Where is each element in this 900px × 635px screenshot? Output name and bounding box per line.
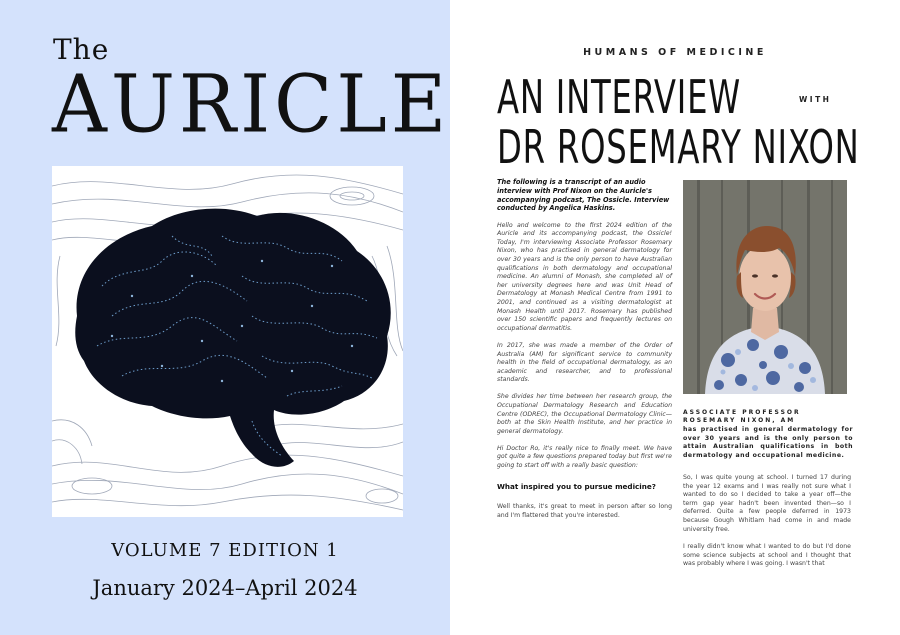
- headline-line-2: DR ROSEMARY NIXON: [497, 120, 860, 174]
- section-label: HUMANS OF MEDICINE: [583, 47, 767, 58]
- headline-line-1: AN INTERVIEW: [497, 70, 741, 124]
- issue-dates: January 2024–April 2024: [92, 576, 358, 600]
- caption-role: ASSOCIATE PROFESSOR: [683, 409, 801, 416]
- interview-answer: Well thanks, it's great to meet in person after so long and I'm flattered that you're interested.: [497, 503, 672, 519]
- article-lede: The following is a transcript of an audio interview with Prof Nixon on the Auricle's accompanying podcast, The Ossicle. Interview conducted by Angelica Haskins.: [497, 178, 670, 213]
- article-left-column: [497, 178, 672, 529]
- brain-illustration: [52, 166, 403, 517]
- portrait-photo: [683, 180, 847, 394]
- article-right-column: [683, 474, 851, 578]
- answer-paragraph-2: I really didn't know what I wanted to do but I'd done some science subjects at school and I thought that was probably where I was going. I wasn't that: [683, 543, 851, 568]
- portrait-icon: [683, 180, 847, 394]
- intro-paragraph-3: She divides her time between her research group, the Occupational Dermatology Research and Education Centre (ODREC), the Occupational Dermatology Clinic—both at the Skin Health Institute, and her practice in general dermatology.: [497, 393, 672, 435]
- article-page: [450, 0, 900, 635]
- intro-paragraph-4: Hi Doctor Ro, it's really nice to finally meet. We have got quite a few questions prepared today but first we're going to start off with a really basic question:: [497, 444, 672, 470]
- masthead-title: AURICLE: [52, 56, 451, 151]
- photo-caption: [683, 409, 853, 460]
- caption-description: has practised in general dermatology for over 30 years and is the only person to attain Australian qualifications in both dermatology and occupational medicine.: [683, 426, 853, 459]
- masthead-the: The: [53, 33, 110, 66]
- caption-name: ROSEMARY NIXON, AM: [683, 417, 796, 424]
- intro-paragraph-1: Hello and welcome to the first 2024 edition of the Auricle and its accompanying podcast, the Ossicle! Today, I'm interviewing Associate Professor Rosemary Nixon, who has practised in general dermatology for over 30 years and is the only person to have Australian qualifications in both dermatology and occupational medicine. An alumni of Monash, she completed all of her university degrees here and was Unit Head of Dermatology at Monash Medical Centre from 1991 to 2001, and continued as a visiting dermatologist at Monash Health until 2017. Rosemary has published over 150 scientific papers and frequently lectures on occupational dermatitis.: [497, 221, 672, 332]
- brain-icon: [52, 166, 403, 517]
- answer-paragraph-1: So, I was quite young at school. I turned 17 during the year 12 exams and I was really not sure what I wanted to do so I decided to take a year off—the term gap year hadn't been invented then—so I deferred. Quite a few people deferred in 1973 because Gough Whitlam had come in and made university free.: [683, 474, 851, 533]
- intro-paragraph-2: In 2017, she was made a member of the Order of Australia (AM) for significant service to community health in the field of occupational dermatology, as an academic and researcher, and to professional standards.: [497, 341, 672, 384]
- volume-edition: VOLUME 7 EDITION 1: [111, 540, 339, 561]
- interview-question: What inspired you to pursue medicine?: [497, 481, 656, 491]
- headline-with: WITH: [799, 95, 832, 104]
